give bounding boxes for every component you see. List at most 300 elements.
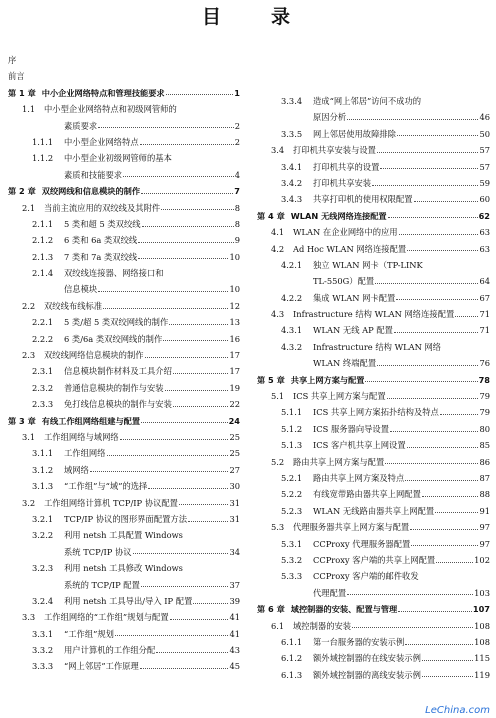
- toc-page-number: 1: [234, 87, 240, 98]
- toc-entry-number: 2.3.1: [32, 366, 54, 377]
- toc-entry-title: 路由共享上网方案及特点: [313, 472, 405, 483]
- toc-entry-title: WLAN 无线路由器共享上网配置: [313, 505, 435, 516]
- dot-leader: [397, 135, 478, 136]
- toc-page-number: 10: [229, 251, 240, 262]
- toc-entry: [257, 306, 490, 322]
- dot-leader: [411, 545, 478, 546]
- toc-entry-title: 6 类/6a 类双绞网线的制作: [64, 333, 163, 344]
- toc-entry-number: 4.2.1: [281, 259, 303, 270]
- toc-page-number: 67: [479, 292, 490, 303]
- toc-entry-title: ICS 共享上网方案与配置: [293, 391, 386, 402]
- toc-page-number: 57: [479, 161, 490, 172]
- toc-chapter-entry: [8, 85, 240, 101]
- dot-leader: [90, 471, 229, 472]
- dot-leader: [435, 512, 478, 513]
- dot-leader: [141, 586, 229, 587]
- toc-entry: [8, 150, 240, 166]
- toc-entry-number: 3.4: [271, 145, 285, 156]
- toc-right-column: [257, 93, 490, 683]
- toc-entry-number: 4.3.2: [281, 341, 303, 352]
- toc-entry-title: 打印机共享安装: [313, 177, 372, 188]
- dot-leader: [440, 414, 479, 415]
- toc-page-number: 46: [479, 112, 490, 123]
- toc-entry-number: 5.2.1: [281, 472, 303, 483]
- toc-entry-number: 3.3: [22, 612, 36, 623]
- toc-entry-title: 路由共享上网方案与配置: [293, 456, 385, 467]
- toc-page-number: 64: [479, 276, 490, 287]
- toc-entry-number: 5.3.2: [281, 554, 303, 565]
- page-title: 目 录: [201, 6, 294, 28]
- toc-entry-title: 中小型企业网络特点和初级网管师的: [44, 104, 177, 115]
- toc-page-number: 43: [229, 645, 240, 656]
- toc-page-number: 79: [479, 407, 490, 418]
- dot-leader: [455, 316, 478, 317]
- toc-entry: [8, 249, 240, 265]
- toc-page-number: 115: [474, 653, 490, 664]
- toc-entry-title: 额外域控制器的离线安装示例: [313, 669, 421, 680]
- toc-entry-title: TCP/IP 协议的图形界面配置方法: [64, 513, 188, 524]
- toc-entry-title: 有线宽带路由器共享上网配置: [313, 489, 421, 500]
- toc-page-number: 9: [234, 235, 240, 246]
- toc-entry: [257, 191, 490, 207]
- toc-entry-number: 6.1: [271, 620, 285, 631]
- toc-entry-number: 3.3.3: [32, 661, 54, 672]
- toc-page-number: 12: [229, 300, 240, 311]
- toc-page-number: 59: [479, 177, 490, 188]
- toc-entry-number: 3.1.2: [32, 464, 54, 475]
- toc-page-number: 63: [479, 227, 490, 238]
- toc-page-number: 37: [229, 579, 240, 590]
- toc-page-number: 97: [479, 522, 490, 533]
- toc-entry-title: 利用 netsh 工具导出/导入 IP 配置: [64, 595, 193, 606]
- dot-leader: [98, 291, 228, 292]
- dot-leader: [173, 373, 229, 374]
- dot-leader: [352, 627, 473, 628]
- toc-entry-title: CCProxy 代理服务器配置: [313, 538, 411, 549]
- toc-page-number: 25: [229, 448, 240, 459]
- toc-entry: [8, 314, 240, 330]
- toc-entry: [8, 511, 240, 527]
- toc-entry: [257, 536, 490, 552]
- toc-entry: [8, 642, 240, 658]
- toc-entry-title: WLAN 无线网络连接配置: [290, 210, 387, 221]
- toc-page-number: 24: [228, 415, 240, 426]
- toc-entry-title: WLAN 无线 AP 配置: [313, 325, 393, 336]
- toc-entry: [257, 290, 490, 306]
- toc-page-number: 78: [478, 374, 490, 385]
- toc-page-number: 7: [234, 186, 240, 197]
- toc-entry-title: 打印机共享的设置: [313, 161, 380, 172]
- toc-page-number: 22: [229, 399, 240, 410]
- toc-entry-title: 打印机共享安装与设置: [293, 145, 376, 156]
- dot-leader: [375, 283, 478, 284]
- toc-page-number: 2: [234, 136, 240, 147]
- toc-entry: [257, 552, 490, 568]
- dot-leader: [372, 185, 478, 186]
- toc-entry-title: 工作组网络计算机 TCP/IP 协议配置: [44, 497, 178, 508]
- toc-page-number: 27: [229, 464, 240, 475]
- dot-leader: [405, 644, 473, 645]
- dot-leader: [141, 193, 233, 194]
- toc-entry-number: 5.2.2: [281, 489, 303, 500]
- toc-entry: [8, 462, 240, 478]
- dot-leader: [188, 521, 228, 522]
- dot-leader: [140, 668, 229, 669]
- dot-leader: [142, 226, 234, 227]
- toc-entry-title: CCProxy 客户端的共享上网配置: [313, 554, 436, 565]
- toc-entry: [8, 380, 240, 396]
- toc-entry-title: 造成“网上邻居”访问不成功的: [313, 96, 422, 106]
- toc-entry-number: 3.2.3: [32, 563, 54, 574]
- toc-page-number: 31: [229, 513, 240, 524]
- toc-page-number: 50: [479, 128, 490, 139]
- dot-leader: [138, 258, 228, 259]
- toc-entry: [257, 634, 490, 650]
- toc-page-number: 71: [479, 309, 490, 320]
- toc-entry: [257, 273, 490, 289]
- toc-entry-title: 用户计算机的工作组分配: [64, 645, 156, 656]
- toc-entry: [8, 626, 240, 642]
- toc-page-number: 88: [479, 489, 490, 500]
- toc-page-number: 19: [229, 382, 240, 393]
- dot-leader: [410, 529, 478, 530]
- dot-leader: [148, 488, 228, 489]
- toc-entry-title: 系统的 TCP/IP 配置: [64, 579, 140, 590]
- toc-entry-title: 素质要求: [64, 120, 98, 131]
- dot-leader: [422, 660, 473, 661]
- toc-entry-number: 2.1.3: [32, 251, 54, 262]
- toc-entry-title: 代理配置: [313, 587, 347, 598]
- dot-leader: [377, 152, 478, 153]
- dot-leader: [169, 324, 228, 325]
- toc-entry-number: 4.1: [271, 227, 285, 238]
- toc-entry: [257, 618, 490, 634]
- dot-leader: [365, 381, 477, 382]
- toc-entry: [8, 298, 240, 314]
- toc-entry-number: 5.3: [271, 522, 285, 533]
- toc-entry-title: 中小型企业初级网管师的基本: [64, 153, 172, 164]
- toc-entry-number: 4.2: [271, 243, 285, 254]
- toc-entry-title: 双绞线连接器、网络接口和: [64, 268, 164, 279]
- toc-page-number: 71: [479, 325, 490, 336]
- toc-entry-number: 3.1: [22, 431, 36, 442]
- toc-entry-number: 3.3.2: [32, 645, 54, 656]
- toc-chapter-entry: [257, 208, 490, 224]
- toc-entry: [257, 257, 490, 273]
- toc-entry-title: 素质和技能要求: [64, 169, 123, 180]
- toc-entry-number: 5.1.2: [281, 423, 303, 434]
- toc-page-number: 16: [229, 333, 240, 344]
- toc-entry-title: 工作组网络的“工作组”规划与配置: [44, 612, 169, 623]
- toc-chapter-entry: [8, 413, 240, 429]
- toc-entry: [8, 232, 240, 248]
- toc-entry-number: 4.2.2: [281, 292, 303, 303]
- toc-entry: [257, 109, 490, 125]
- toc-page-number: 60: [479, 194, 490, 205]
- toc-entry-title: 原因分析: [313, 112, 347, 123]
- toc-entry: [257, 454, 490, 470]
- toc-entry: [257, 585, 490, 601]
- toc-entry-number: 4.3.1: [281, 325, 303, 336]
- dot-leader: [103, 308, 228, 309]
- toc-entry: [8, 478, 240, 494]
- toc-page-number: 91: [479, 505, 490, 516]
- toc-entry-number: 第 2 章: [8, 186, 36, 197]
- dot-leader: [396, 299, 478, 300]
- toc-entry: [257, 126, 490, 142]
- dot-leader: [163, 340, 228, 341]
- toc-entry-number: 3.2: [22, 497, 36, 508]
- toc-page-number: 80: [479, 423, 490, 434]
- toc-entry: [257, 241, 490, 257]
- toc-entry-title: 域控制器的安装、配置与管理: [290, 604, 398, 615]
- toc-page-number: 41: [229, 612, 240, 623]
- toc-entry: [8, 396, 240, 412]
- dot-leader: [387, 398, 479, 399]
- toc-entry: [8, 200, 240, 216]
- toc-entry-title: WLAN 在企业网络中的应用: [293, 227, 398, 238]
- toc-entry-number: 5.1: [271, 391, 285, 402]
- toc-entry-title: 有线工作组网络组建与配置: [41, 415, 141, 426]
- toc-entry-title: 共享打印机的使用权限配置: [313, 194, 413, 205]
- dot-leader: [123, 176, 234, 177]
- dot-leader: [107, 455, 229, 456]
- toc-entry: [8, 363, 240, 379]
- toc-page-number: 45: [229, 661, 240, 672]
- dot-leader: [390, 431, 478, 432]
- toc-page-number: 62: [478, 210, 490, 221]
- dot-leader: [166, 94, 234, 95]
- watermark: LeChina.com: [425, 705, 490, 716]
- toc-entry-number: 5.2.3: [281, 505, 303, 516]
- toc-page-number: 25: [229, 431, 240, 442]
- toc-entry-number: 第 6 章: [257, 604, 285, 615]
- dot-leader: [347, 594, 473, 595]
- toc-entry-title: 域网络: [64, 464, 89, 475]
- toc-chapter-entry: [257, 601, 490, 617]
- toc-entry-title: “工作组”规划: [64, 628, 114, 639]
- toc-entry-number: 3.1.3: [32, 481, 54, 492]
- toc-page-number: 8: [234, 202, 240, 213]
- toc-entry: [257, 519, 490, 535]
- toc-entry: [8, 118, 240, 134]
- toc-entry-title: 共享上网方案与配置: [290, 374, 365, 385]
- toc-entry: [8, 429, 240, 445]
- toc-entry-title: 普通信息模块的制作与安装: [64, 382, 164, 393]
- toc-entry-number: 3.4.3: [281, 194, 303, 205]
- toc-page-number: 108: [474, 620, 490, 631]
- toc-entry-title: “工作组”与“域”的选择: [64, 481, 148, 492]
- toc-entry-title: 独立 WLAN 网卡（TP-LINK: [313, 259, 423, 270]
- toc-entry: [257, 322, 490, 338]
- toc-entry-number: 5.1.1: [281, 407, 303, 418]
- toc-entry: [257, 175, 490, 191]
- toc-page-number: 41: [229, 628, 240, 639]
- toc-entry-title: 5 类/超 5 类双绞网线的制作: [64, 317, 169, 328]
- dot-leader: [394, 332, 478, 333]
- toc-entry-title: Ad Hoc WLAN 网络连接配置: [293, 243, 407, 254]
- dot-leader: [161, 209, 234, 210]
- toc-entry: [8, 101, 240, 117]
- toc-entry-number: 3.2.2: [32, 530, 54, 541]
- toc-page-number: 86: [479, 456, 490, 467]
- toc-page-number: 30: [229, 481, 240, 492]
- toc-entry: [257, 355, 490, 371]
- toc-entry-title: Infrastructure 结构 WLAN 网络: [313, 341, 442, 352]
- toc-entry-title: 系统 TCP/IP 协议: [64, 546, 132, 557]
- toc-entry-number: 3.1.1: [32, 448, 54, 459]
- dot-leader: [414, 201, 479, 202]
- toc-entry-number: 2.3.2: [32, 382, 54, 393]
- toc-entry: [8, 527, 240, 543]
- toc-entry-number: 3.3.4: [281, 96, 303, 106]
- toc-entry-number: 3.2.1: [32, 513, 54, 524]
- toc-entry-number: 2.2.1: [32, 317, 54, 328]
- toc-entry: [257, 568, 490, 584]
- toc-entry: [8, 52, 240, 68]
- toc-entry: [8, 331, 240, 347]
- toc-entry: [8, 445, 240, 461]
- toc-entry: [8, 167, 240, 183]
- toc-entry: [257, 503, 490, 519]
- dot-leader: [193, 603, 228, 604]
- dot-leader: [407, 447, 479, 448]
- toc-entry-title: Infrastructure 结构 WLAN 网络连接配置: [293, 309, 455, 320]
- toc-entry-title: WLAN 终端配置: [313, 358, 377, 369]
- toc-entry-number: 2.1.2: [32, 235, 54, 246]
- toc-entry-title: ICS 服务器向导设置: [313, 423, 390, 434]
- toc-entry-title: 网上邻居使用故障排除: [313, 128, 396, 139]
- toc-entry-number: 第 5 章: [257, 374, 285, 385]
- dot-leader: [156, 652, 228, 653]
- toc-entry: [257, 421, 490, 437]
- toc-entry-title: 中小型企业网络特点: [64, 136, 139, 147]
- dot-leader: [120, 439, 229, 440]
- toc-entry: [8, 593, 240, 609]
- dot-leader: [347, 119, 478, 120]
- dot-leader: [398, 611, 472, 612]
- dot-leader: [138, 242, 234, 243]
- toc-entry-title: 利用 netsh 工具修改 Windows: [64, 563, 183, 574]
- toc-entry: [257, 224, 490, 240]
- toc-entry: [8, 495, 240, 511]
- toc-entry-number: 2.2.2: [32, 333, 54, 344]
- toc-entry: [8, 544, 240, 560]
- toc-page-number: 76: [479, 358, 490, 369]
- toc-entry-number: 2.1.1: [32, 218, 54, 229]
- toc-entry: [8, 216, 240, 232]
- toc-entry: [8, 281, 240, 297]
- dot-leader: [385, 463, 478, 464]
- toc-page-number: 31: [229, 497, 240, 508]
- toc-entry-number: 第 4 章: [257, 210, 285, 221]
- toc-entry: [257, 486, 490, 502]
- toc-entry-title: 前言: [8, 71, 25, 82]
- toc-entry-title: 双绞网线和信息模块的制作: [41, 186, 141, 197]
- toc-entry: [257, 667, 490, 683]
- dot-leader: [133, 553, 229, 554]
- toc-page-number: 2: [234, 120, 240, 131]
- toc-entry-title: 信息模块: [64, 284, 98, 295]
- dot-leader: [436, 562, 473, 563]
- toc-entry-number: 1.1.1: [32, 136, 54, 147]
- dot-leader: [377, 365, 478, 366]
- dot-leader: [380, 168, 478, 169]
- toc-entry: [8, 609, 240, 625]
- toc-entry-title: TL-550G）配置: [313, 276, 375, 287]
- toc-entry-number: 第 3 章: [8, 415, 36, 426]
- toc-entry-title: 中小企业网络特点和管理技能要求: [41, 87, 165, 98]
- toc-entry-number: 3.3.1: [32, 628, 54, 639]
- toc-entry-number: 6.1.2: [281, 653, 303, 664]
- toc-entry-title: 集成 WLAN 网卡配置: [313, 292, 396, 303]
- toc-entry-title: 免打线信息模块的制作与安装: [64, 399, 172, 410]
- toc-entry-title: 工作组网络与域网络: [44, 431, 119, 442]
- toc-chapter-entry: [257, 372, 490, 388]
- toc-entry-title: 信息模块制作材料及工具介绍: [64, 366, 172, 377]
- toc-entry-title: ICS 客户机共享上网设置: [313, 440, 406, 451]
- toc-page-number: 119: [474, 669, 490, 680]
- toc-page-number: 103: [474, 587, 490, 598]
- toc-entry-title: 7 类和 7a 类双绞线: [64, 251, 138, 262]
- toc-entry-number: 2.1: [22, 202, 36, 213]
- dot-leader: [141, 422, 228, 423]
- toc-page-number: 97: [479, 538, 490, 549]
- toc-entry: [8, 134, 240, 150]
- toc-entry: [8, 347, 240, 363]
- toc-chapter-entry: [8, 183, 240, 199]
- toc-page-number: 13: [229, 317, 240, 328]
- toc-entry-title: 工作组网络: [64, 448, 106, 459]
- toc-page-number: 17: [229, 366, 240, 377]
- toc-entry-number: 2.2: [22, 300, 36, 311]
- dot-leader: [422, 496, 479, 497]
- dot-leader: [98, 127, 234, 128]
- toc-page-number: 17: [229, 350, 240, 361]
- toc-page-number: 107: [472, 604, 490, 615]
- dot-leader: [145, 357, 229, 358]
- toc-entry: [8, 577, 240, 593]
- toc-page-number: 10: [229, 284, 240, 295]
- toc-page-number: 102: [474, 554, 490, 565]
- toc-page-number: 8: [234, 218, 240, 229]
- toc-entry-number: 3.3.5: [281, 128, 303, 139]
- toc-entry-title: 代理服务器共享上网方案与配置: [293, 522, 410, 533]
- toc-page-number: 39: [229, 595, 240, 606]
- dot-leader: [115, 635, 228, 636]
- toc-entry-number: 5.3.1: [281, 538, 303, 549]
- toc-entry-number: 1.1.2: [32, 153, 54, 164]
- toc-entry-number: 3.4.2: [281, 177, 303, 188]
- toc-page-number: 108: [474, 636, 490, 647]
- toc-entry: [8, 265, 240, 281]
- toc-entry-title: 序: [8, 55, 17, 65]
- toc-entry-number: 3.4.1: [281, 161, 303, 172]
- toc-entry-number: 5.1.3: [281, 440, 303, 451]
- toc-page-number: 57: [479, 145, 490, 156]
- dot-leader: [170, 619, 229, 620]
- toc-entry: [257, 470, 490, 486]
- toc-entry-number: 2.3: [22, 350, 36, 361]
- toc-entry-title: 第一台服务器的安装示例: [313, 636, 405, 647]
- dot-leader: [407, 250, 478, 251]
- dot-leader: [399, 234, 479, 235]
- toc-entry: [257, 650, 490, 666]
- toc-entry: [257, 142, 490, 158]
- toc-entry-number: 2.3.3: [32, 399, 54, 410]
- toc-entry: [8, 658, 240, 674]
- dot-leader: [422, 676, 473, 677]
